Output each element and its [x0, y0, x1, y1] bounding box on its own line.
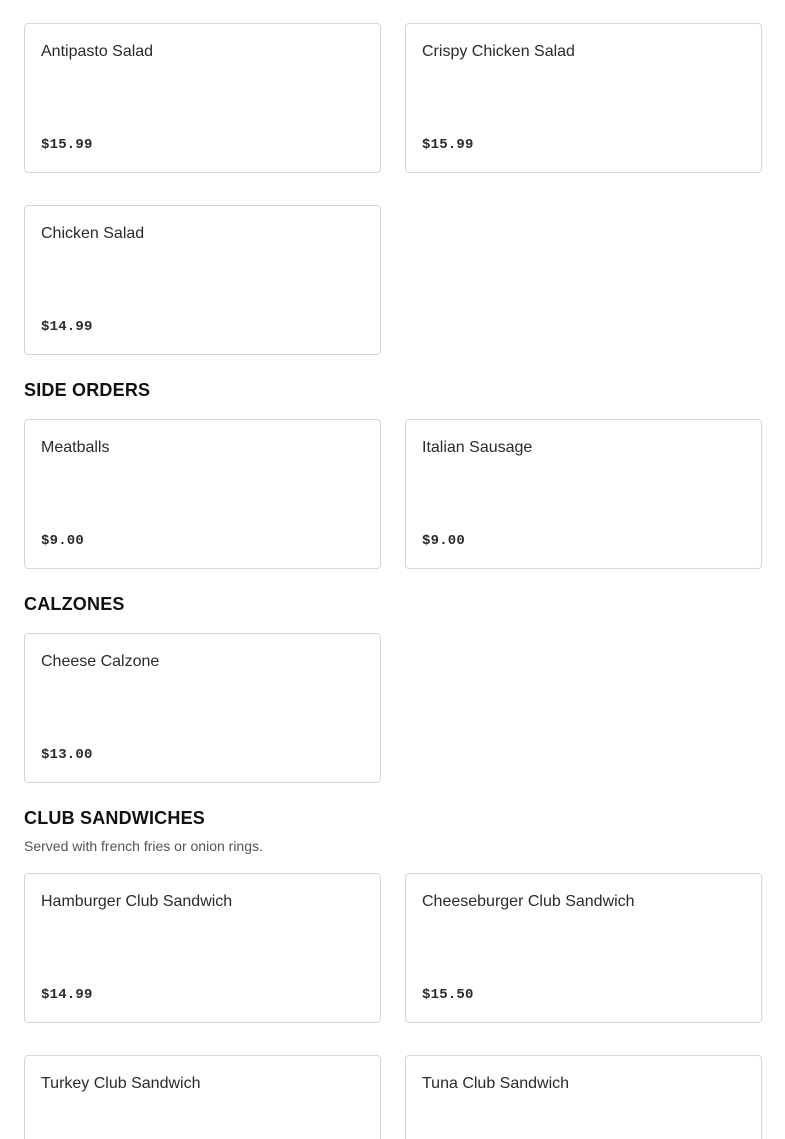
menu-item-price: $13.00: [41, 747, 93, 763]
menu-item-price: $9.00: [422, 533, 466, 549]
menu-item-name: Hamburger Club Sandwich: [41, 893, 233, 910]
menu-item-price: $15.99: [422, 137, 474, 153]
section-title-calzones: CALZONES: [24, 594, 125, 614]
menu-item-card[interactable]: [405, 1055, 762, 1139]
menu-item-name: Chicken Salad: [41, 225, 145, 242]
menu-item-name: Crispy Chicken Salad: [422, 43, 575, 60]
section-title-club-sandwiches: CLUB SANDWICHES: [24, 808, 205, 828]
menu-item-card[interactable]: [405, 23, 762, 173]
menu-item-card[interactable]: [24, 23, 381, 173]
menu-item-card[interactable]: [405, 873, 762, 1023]
menu-item-card[interactable]: [24, 205, 381, 355]
menu-item-price: $15.99: [41, 137, 93, 153]
menu-item-card[interactable]: [24, 1055, 381, 1139]
section-title-side-orders: SIDE ORDERS: [24, 380, 151, 400]
menu-item-card[interactable]: [24, 873, 381, 1023]
menu-item-name: Turkey Club Sandwich: [41, 1075, 201, 1092]
menu-item-name: Cheeseburger Club Sandwich: [422, 893, 635, 910]
menu-item-price: $15.50: [422, 987, 474, 1003]
menu-item-name: Antipasto Salad: [41, 43, 154, 60]
menu-item-name: Cheese Calzone: [41, 653, 160, 670]
menu-item-name: Italian Sausage: [422, 439, 533, 456]
menu-item-price: $14.99: [41, 987, 93, 1003]
menu-item-price: $14.99: [41, 319, 93, 335]
menu-item-card[interactable]: [24, 633, 381, 783]
menu-item-name: Tuna Club Sandwich: [422, 1075, 570, 1092]
menu-item-card[interactable]: [24, 419, 381, 569]
section-description: Served with french fries or onion rings.: [24, 838, 263, 854]
menu-item-name: Meatballs: [41, 439, 110, 456]
menu-item-price: $9.00: [41, 533, 85, 549]
menu-item-card[interactable]: [405, 419, 762, 569]
